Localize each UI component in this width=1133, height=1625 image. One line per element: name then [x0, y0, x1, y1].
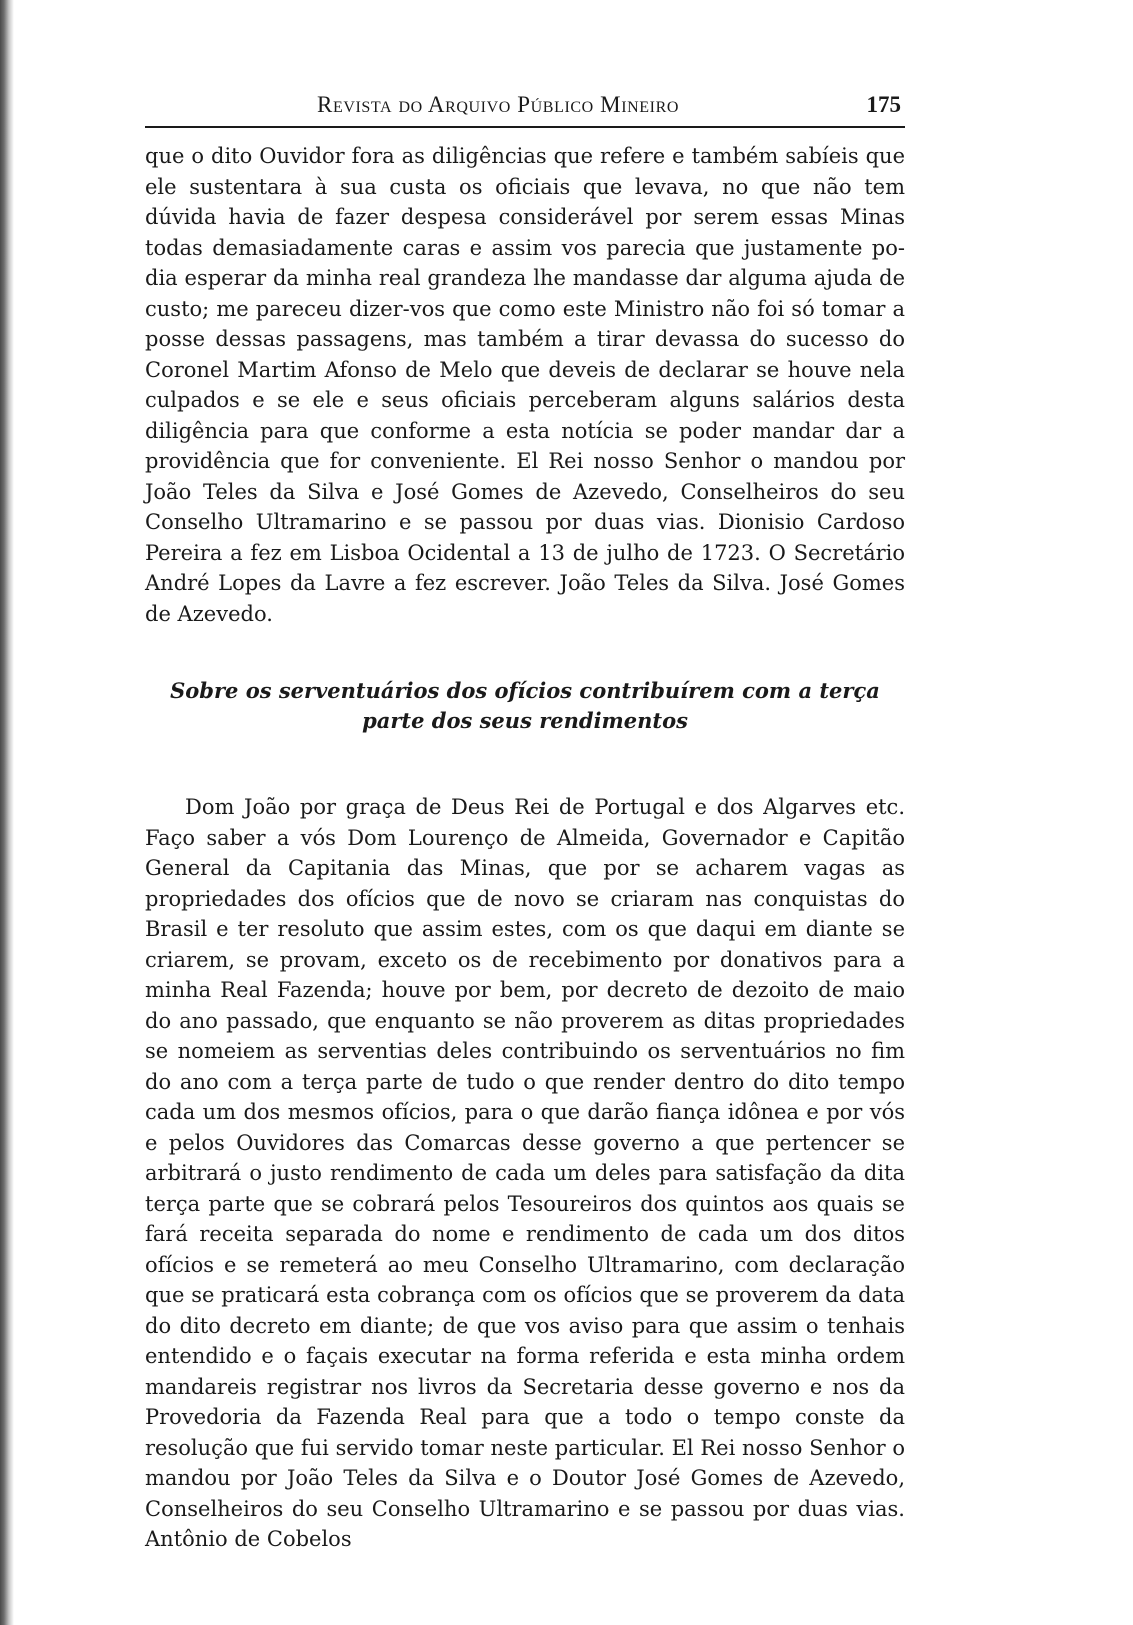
page-number: 175 [866, 92, 901, 117]
page-binding-edge [0, 0, 14, 1625]
section-heading: Sobre os serventuários dos ofícios contribuírem com a terça parte dos seus rendimentos [170, 678, 880, 733]
page-header [145, 90, 905, 128]
running-title: Revista do Arquivo Público Mineiro [317, 92, 680, 117]
body-paragraph-1: que o dito Ouvidor fora as diligências que refere e também sabíeis que ele sustentara à sua custa os oficiais que levava, no que não tem dúvida havia de fazer despesa considerável por serem essas Minas todas demasiadamente caras e assim vos parecia que justamente podia esperar da minha real grandeza lhe mandasse dar alguma ajuda de custo; me pareceu dizer-vos que como este Ministro não foi só tomar a posse dessas passagens, mas também a tirar devassa do sucesso do Coronel Martim Afonso de Melo que deveis de declarar se houve nela culpados e se ele e seus oficiais perceberam alguns salários desta diligência para que conforme a esta notícia se poder mandar dar a providência que for conveniente. El Rei nosso Senhor o mandou por João Teles da Silva e José Gomes de Azevedo, Conselheiros do seu Conselho Ultramarino e se passou por duas vias. Dionisio Cardoso Pereira a fez em Lisboa Ocidental a 13 de julho de 1723. O Secretário André Lopes da Lavre a fez escrever. João Teles da Silva. José Gomes de Azevedo. [145, 144, 905, 626]
body-paragraph-2: Dom João por graça de Deus Rei de Portugal e dos Algarves etc. Faço saber a vós Dom Lourenço de Almeida, Governador e Capitão General da Capitania das Minas, que por se acharem vagas as propriedades dos ofícios que de novo se criaram nas conquistas do Brasil e ter resoluto que assim estes, com os que daqui em diante se criarem, se provam, exceto os de recebimento por donativos para a minha Real Fazenda; houve por bem, por decreto de dezoito de maio do ano passado, que enquanto se não proverem as ditas propriedades se nomeiem as serventias deles contribuindo os serventuários no fim do ano com a terça parte de tudo o que render dentro do dito tempo cada um dos mesmos ofícios, para o que darão fiança idônea e por vós e pelos Ouvidores das Comarcas desse governo a que pertencer se arbitrará o justo rendimento de cada um deles para satisfação da dita terça parte que se cobrará pelos Tesoureiros dos quintos aos quais se fará receita separada do nome e rendimento de cada um dos ditos ofícios e se remeterá ao meu Conselho Ultramarino, com declaração que se praticará esta cobrança com os ofícios que se proverem da data do dito decreto em diante; de que vos aviso para que assim o tenhais entendido e o façais executar na forma referida e esta minha ordem mandareis registrar nos livros da Secretaria desse governo e nos da Provedoria da Fazenda Real para que a todo o tempo conste da resolução que fui servido tomar neste particular. El Rei nosso Senhor o mandou por João Teles da Silva e o Doutor José Gomes de Azevedo, Conselheiros do seu Conselho Ultramarino e se passou por duas vias. Antônio de Cobelos [145, 795, 905, 1551]
